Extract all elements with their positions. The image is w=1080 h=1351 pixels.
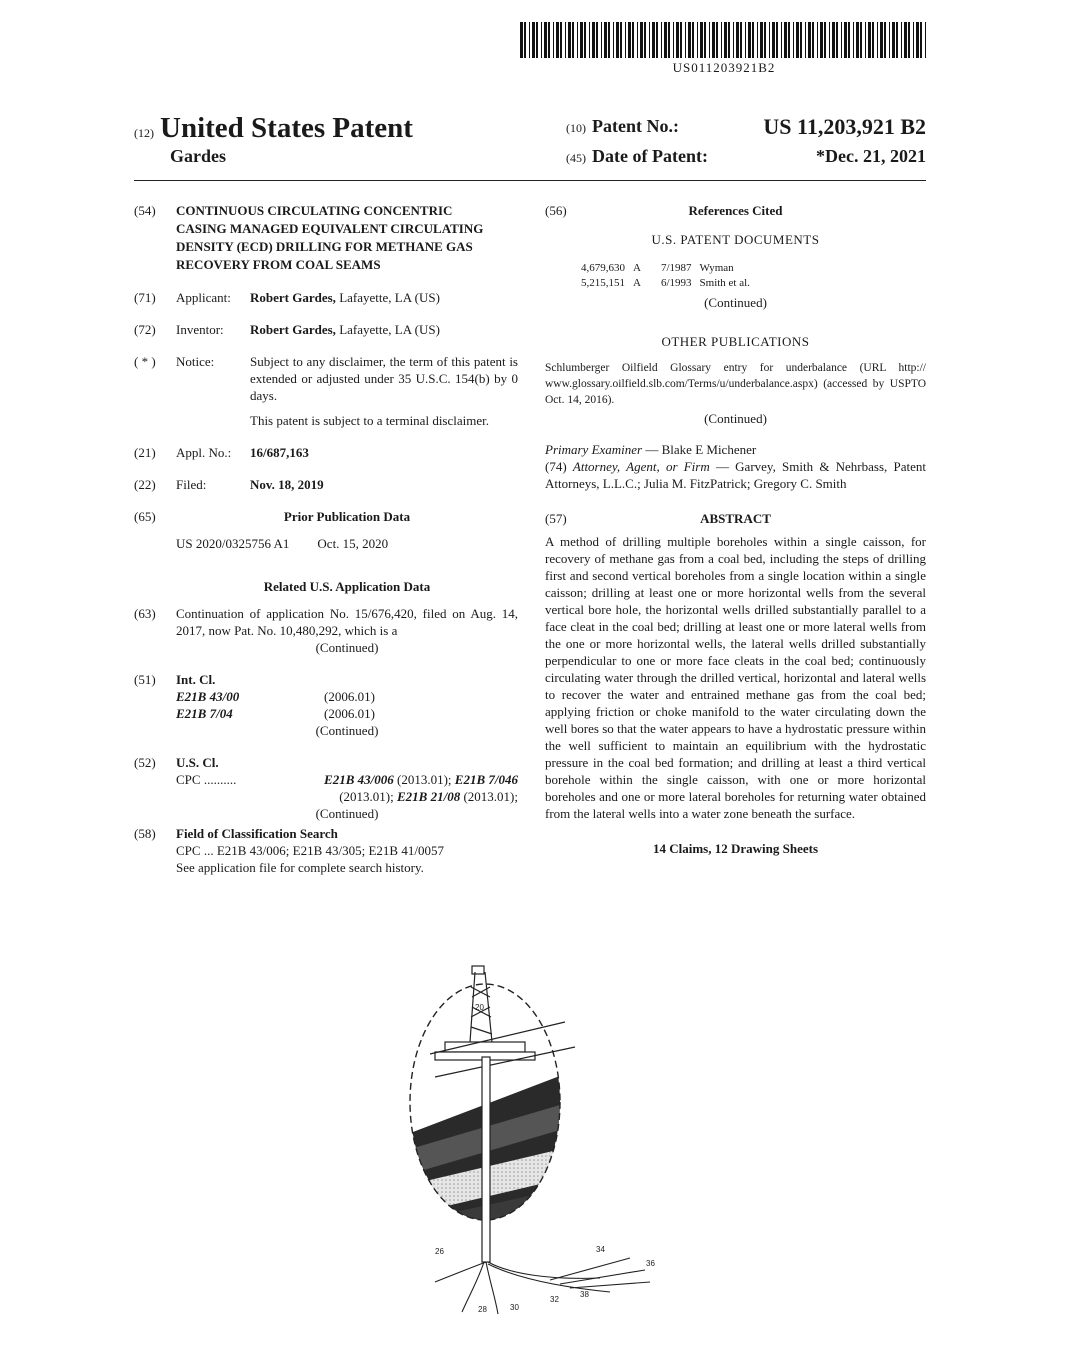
barcode-bar [596,22,598,58]
barcode-bar [740,22,742,58]
us-cl-label: U.S. Cl. [176,755,219,770]
attorney-agent [545,458,926,492]
reference-row [581,277,756,290]
barcode-bar [601,22,602,58]
barcode-bar [868,22,871,58]
representative-drawing [400,962,670,1322]
field-63-continuation [134,605,518,656]
barcode-bar [608,22,610,58]
notice-label: Notice: [176,354,215,369]
barcode-bar [760,22,763,58]
barcode-bar [580,22,583,58]
int-cl-row [176,705,518,722]
barcode-bar [841,22,842,58]
int-cl-code: E21B 43/00 [176,689,240,704]
barcode-bar [668,22,670,58]
barcode-bar [613,22,614,58]
notice-text: Subject to any disclaimer, the term of this patent is extended or adjusted under 35 U.S.C. 154(b) by 0 days. [250,354,518,403]
inventor-label: Inventor: [176,322,224,337]
barcode-bar [724,22,727,58]
barcode-bar [721,22,722,58]
drawing-label: 30 [510,1303,519,1312]
field-code: (65) [134,509,156,524]
drawing-label: 28 [478,1305,487,1314]
terminal-disclaimer-text: This patent is subject to a terminal disclaimer. [250,413,489,428]
barcode-bar [697,22,698,58]
drawing-label: 26 [435,1247,444,1256]
filed-label: Filed: [176,477,207,492]
barcode-bar [553,22,554,58]
search-label: Field of Classification Search [176,826,338,841]
barcode-bar [520,22,523,58]
barcode-bar [712,22,715,58]
barcode-bar [892,22,895,58]
date-of-patent-row [566,146,926,167]
barcode-bar [536,22,538,58]
field-56-references [545,202,926,219]
patent-number: US 11,203,921 B2 [763,114,926,139]
attorney-label: Attorney, Agent, or Firm [572,459,710,474]
barcode-bar [637,22,638,58]
int-cl-label: Int. Cl. [176,672,216,687]
barcode-bar [604,22,607,58]
barcode-bar [913,22,914,58]
field-51-int-cl [134,671,518,739]
barcode-bar [592,22,595,58]
field-54-title [134,202,518,274]
inventor-location: Lafayette, LA (US) [335,322,440,337]
references-heading: References Cited [688,203,783,218]
drawing-label: 32 [550,1295,559,1304]
barcode-bar [676,22,679,58]
barcode-bar [565,22,566,58]
drawing-label: 34 [596,1245,605,1254]
barcode-bar [620,22,622,58]
barcode-bar [688,22,691,58]
left-column [134,202,518,891]
barcode-bar [812,22,814,58]
related-application-heading: Related U.S. Application Data [263,579,431,594]
barcode-bar [872,22,874,58]
right-column [545,202,926,857]
ref-kind: A [633,262,641,274]
barcode-bar [896,22,898,58]
int-cl-row [176,688,518,705]
barcode-bar [856,22,859,58]
caisson [482,1057,490,1262]
barcode-bar [889,22,890,58]
barcode-bar [544,22,547,58]
field-21-appl-no [134,444,518,461]
examiner-name: — Blake E Michener [642,442,757,457]
other-publications-heading: OTHER PUBLICATIONS [661,334,810,349]
cpc-version: (2013.01); [460,789,518,804]
barcode-bar [589,22,590,58]
cpc-version: (2013.01); [393,772,455,787]
barcode-bar [757,22,758,58]
field-code: (74) [545,459,567,474]
search-cpc: CPC ... E21B 43/006; E21B 43/305; E21B 41/0057 [176,843,444,858]
barcode-bar [524,22,526,58]
field-code: (58) [134,826,156,841]
barcode-bar [664,22,667,58]
barcode-bar [832,22,835,58]
ref-name: Wyman [699,262,734,274]
field-code: (21) [134,445,156,460]
ref-number: 4,679,630 [581,262,625,274]
abstract-heading: ABSTRACT [700,511,771,526]
us-patent-documents-heading: U.S. PATENT DOCUMENTS [651,232,820,247]
barcode-bar [901,22,902,58]
field-57-abstract [545,510,926,527]
cpc-code: E21B 43/006 [324,772,394,787]
barcode-bar [577,22,578,58]
barcode-bar [572,22,574,58]
barcode-bar [628,22,631,58]
barcode-bar [680,22,682,58]
field-code: (56) [545,203,567,218]
drawing-label: 20 [475,1003,484,1012]
patent-title-header [134,112,413,145]
date-of-patent: *Dec. 21, 2021 [816,146,926,166]
field-code: (71) [134,290,156,305]
date-label: Date of Patent: [592,146,708,166]
barcode-bar [908,22,910,58]
field-code: (12) [134,126,154,140]
barcode-bar [700,22,703,58]
appl-no: 16/687,163 [250,445,309,460]
inventor-name: Robert Gardes, [250,322,336,337]
barcode-bar [920,22,922,58]
field-code: (72) [134,322,156,337]
barcode-bar [776,22,778,58]
field-65-prior-pub [134,508,518,552]
int-cl-code: E21B 7/04 [176,706,233,721]
barcode-bar [704,22,706,58]
barcode-bar [644,22,646,58]
cpc-code: E21B 21/08 [397,789,461,804]
barcode-bar [853,22,854,58]
field-code: (63) [134,606,156,621]
barcode-bar [925,22,926,58]
barcode-bar [556,22,559,58]
prior-publication-number: US 2020/0325756 A1 [176,536,290,551]
barcode-bar [796,22,799,58]
barcode-bar [829,22,830,58]
barcode-bar [769,22,770,58]
barcode-bar [652,22,655,58]
abstract-text: A method of drilling multiple boreholes within a single caisson, for recovery of methane gas from a coal bed, including the steps of drilling first and second vertical boreholes from a single location within a single caisson; drilling at least one or more horizontal wells from the several vertical bore hole, the horizontal wells drilled substantially parallel to a face cleat in the coal bed; drilling at least one or more lateral wells from the one or more horizontal wells, the lateral wells drilled substantially perpendicular to one or more face cleats in the coal bed; continuously circulating water through the drilled vertical, horizontal and lateral wells to recover the water and entrained methane gas from the coal bed; applying friction or choke manifold to the water circulating down the well bores so that the water appears to have a hydrostatic pressure within the well sufficient to maintain an equilibrium with the hydrostatic pressure in the coal bed formation; and drilling at least a third vertical borehole within the single caisson, with one or more horizontal boreholes and one or more lateral boreholes for returning water obtained from the lateral wells into a water zone beneath the surface. [545,534,926,821]
barcode-bar [772,22,775,58]
barcode-bar [548,22,550,58]
barcode-bar [800,22,802,58]
barcode-bar [788,22,790,58]
continued-note: (Continued) [315,806,379,821]
barcode-bar [733,22,734,58]
field-code: (54) [134,203,156,218]
continued-note: (Continued) [704,411,767,426]
field-code: (10) [566,121,586,135]
barcode-bar [824,22,826,58]
search-history-note: See application file for complete search history. [176,860,424,875]
barcode-bar [793,22,794,58]
field-code: (22) [134,477,156,492]
field-71-applicant [134,289,518,306]
patent-number-label: Patent No.: [592,116,679,136]
continued-note: (Continued) [704,295,767,310]
barcode-bar [584,22,586,58]
barcode-bar [752,22,754,58]
int-cl-version: (2006.01) [324,706,375,721]
barcode-bar [805,22,806,58]
barcode-bar [716,22,718,58]
barcode [520,22,928,58]
barcode-bar [736,22,739,58]
applicant-label: Applicant: [176,290,231,305]
barcode-bar [848,22,850,58]
barcode-bar [784,22,787,58]
barcode-bar [649,22,650,58]
barcode-bar [560,22,562,58]
field-notice [134,353,518,429]
boreholes [435,1258,650,1314]
invention-title: CONTINUOUS CIRCULATING CONCENTRIC CASING MANAGED EQUIVALENT CIRCULATING DENSITY (ECD) DRILLING FOR METHANE GAS RECOVERY FROM COAL SEAMS [176,203,484,272]
cpc-label: CPC .......... [176,772,237,787]
field-58-search [134,825,518,876]
barcode-bar [685,22,686,58]
ref-number: 5,215,151 [581,277,625,289]
barcode-bar [884,22,886,58]
barcode-bar [661,22,662,58]
header-rule [134,180,926,181]
prior-publication-date: Oct. 15, 2020 [317,536,389,551]
examiner-label: Primary Examiner [545,442,643,457]
ref-date: 7/1987 [660,262,692,274]
field-code: ( * ) [134,354,156,369]
barcode-bar [640,22,643,58]
barcode-bar [877,22,878,58]
barcode-bar [844,22,847,58]
barcode-bar [616,22,619,58]
barcode-bar [568,22,571,58]
continued-note: (Continued) [315,640,379,655]
prior-publication-heading: Prior Publication Data [283,509,411,524]
drawing-label: 38 [580,1290,589,1299]
barcode-bar [865,22,866,58]
barcode-bar [632,22,634,58]
barcode-bar [817,22,818,58]
barcode-bar [904,22,907,58]
filed-date: Nov. 18, 2019 [250,477,324,492]
applicant-name: Robert Gardes, [250,290,336,305]
field-code: (57) [545,511,567,526]
barcode-number: US011203921B2 [672,60,776,75]
int-cl-version: (2006.01) [324,689,375,704]
barcode-bar [748,22,751,58]
document-type: United States Patent [160,112,413,144]
attorney-names: — Garvey, Smith & Nehrbass, Patent Attorneys, L.L.C.; Julia M. FitzPatrick; Gregory C. Smith [545,459,926,491]
references-table [579,260,758,292]
barcode-bar [916,22,919,58]
barcode-bar [820,22,823,58]
barcode-bar [532,22,535,58]
drawing-label: 36 [646,1259,655,1268]
barcode-bar [656,22,658,58]
field-code: (51) [134,672,156,687]
barcode-bar [745,22,746,58]
field-code: (45) [566,151,586,165]
field-52-us-cl [134,754,518,822]
applicant-location: Lafayette, LA (US) [335,290,440,305]
cpc-code: E21B 7/046 [454,772,518,787]
inventor-surname: Gardes [170,146,226,166]
drilling-rig [430,966,575,1077]
continuation-text: Continuation of application No. 15/676,420, filed on Aug. 14, 2017, now Pat. No. 10,480,292, which is a [176,606,518,638]
barcode-bar [781,22,782,58]
field-22-filed [134,476,518,493]
patent-number-row [566,116,926,137]
field-code: (52) [134,755,156,770]
cpc-version: (2013.01); [339,789,397,804]
field-72-inventor [134,321,518,338]
barcode-bar [836,22,838,58]
barcode-bar [692,22,694,58]
reference-row [581,262,756,275]
primary-examiner [545,441,926,458]
barcode-bar [880,22,883,58]
barcode-bar [673,22,674,58]
barcode-bar [728,22,730,58]
barcode-bar [541,22,542,58]
other-publication-entry: Schlumberger Oilfield Glossary entry for underbalance (URL http:// www.glossary.oilfield.slb.com/Terms/u/underbalance.aspx) (accessed by USPTO Oct. 14, 2016). [545,362,926,406]
barcode-bar [764,22,766,58]
ref-kind: A [633,277,641,289]
barcode-bar [808,22,811,58]
claims-summary: 14 Claims, 12 Drawing Sheets [652,841,819,856]
ref-name: Smith et al. [699,277,750,289]
barcode-bar [625,22,626,58]
barcode-bar [860,22,862,58]
ref-date: 6/1993 [660,277,692,289]
barcode-bar [709,22,710,58]
barcode-bar [529,22,530,58]
appl-no-label: Appl. No.: [176,445,232,460]
continued-note: (Continued) [315,723,379,738]
